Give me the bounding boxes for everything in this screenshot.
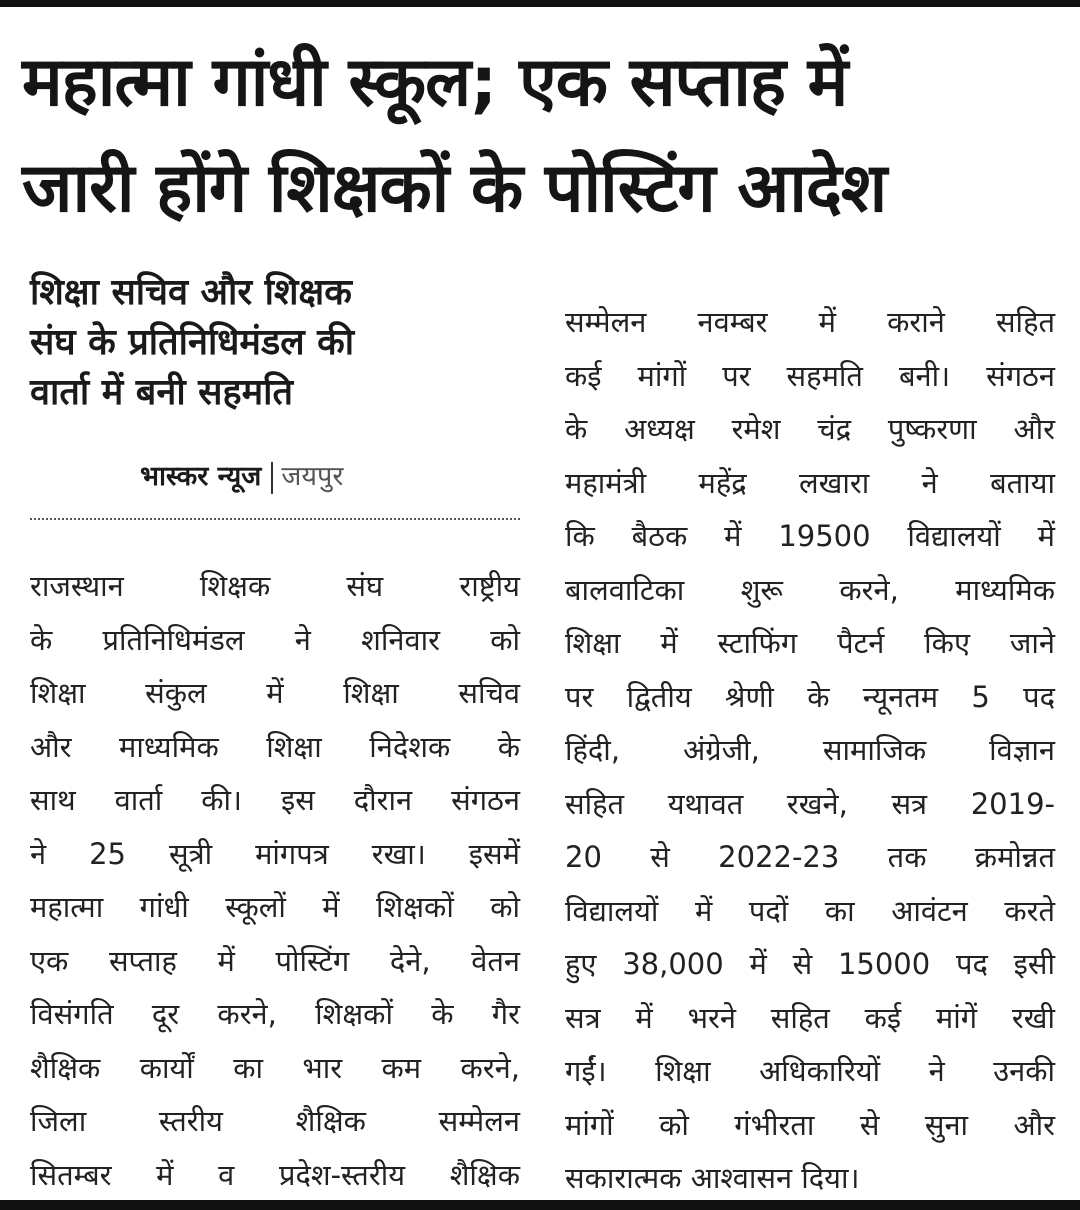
text-line: सम्मेलन नवम्बर में कराने सहित: [565, 305, 1055, 339]
text-line: कि बैठक में 19500 विद्यालयों में: [565, 519, 1055, 553]
text-line: महामंत्री महेंद्र लखारा ने बताया: [565, 465, 1055, 500]
top-border: [0, 0, 1080, 7]
text-line: के अध्यक्ष रमेश चंद्र पुष्करणा और: [565, 412, 1055, 446]
dotted-divider: [30, 518, 520, 520]
text-line: और माध्यमिक शिक्षा निदेशक के: [30, 729, 520, 764]
text-line: सकारात्मक आश्वासन दिया।: [565, 1161, 860, 1195]
text-line: ने 25 सूत्री मांगपत्र रखा। इसमें: [30, 836, 520, 871]
article-column-right: [565, 296, 1055, 1206]
subheadline-line-2: संघ के प्रतिनिधिमंडल की: [30, 322, 355, 363]
text-line: राजस्थान शिक्षक संघ राष्ट्रीय: [30, 569, 520, 603]
text-line: शिक्षा संकुल में शिक्षा सचिव: [30, 676, 520, 710]
text-line: जिला स्तरीय शैक्षिक सम्मेलन: [30, 1104, 520, 1138]
text-line: सहित यथावत रखने, सत्र 2019-: [565, 786, 1055, 821]
text-line: मांगों को गंभीरता से सुना और: [565, 1107, 1055, 1142]
text-line: गईं। शिक्षा अधिकारियों ने उनकी: [565, 1054, 1055, 1088]
text-line: सितम्बर में व प्रदेश-स्तरीय शैक्षिक: [30, 1157, 520, 1192]
text-line: पर द्वितीय श्रेणी के न्यूनतम 5 पद: [565, 679, 1055, 714]
text-line: शिक्षा में स्टाफिंग पैटर्न किए जाने: [565, 626, 1055, 660]
text-line: हुए 38,000 में से 15000 पद इसी: [565, 947, 1055, 981]
text-line: एक सप्ताह में पोस्टिंग देने, वेतन: [30, 943, 520, 978]
subheadline-line-1: शिक्षा सचिव और शिक्षक: [30, 272, 352, 313]
byline-city: जयपुर: [281, 461, 344, 492]
text-line: कई मांगों पर सहमति बनी। संगठन: [565, 358, 1055, 393]
text-line: सत्र में भरने सहित कई मांगें रखी: [565, 1000, 1055, 1035]
text-line: महात्मा गांधी स्कूलों में शिक्षकों को: [30, 890, 520, 924]
headline: [22, 30, 1062, 242]
headline-line-1: महात्मा गांधी स्कूल; एक सप्ताह में: [22, 43, 848, 122]
headline-line-2: जारी होंगे शिक्षकों के पोस्टिंग आदेश: [22, 149, 887, 228]
subheadline-line-3: वार्ता में बनी सहमति: [30, 372, 293, 413]
text-line: के प्रतिनिधिमंडल ने शनिवार को: [30, 622, 520, 657]
text-line: 20 से 2022-23 तक क्रमोन्नत: [565, 840, 1055, 874]
subheadline: [30, 268, 530, 418]
bottom-border: [0, 1200, 1080, 1210]
text-line: विद्यालयों में पदों का आवंटन करते: [565, 893, 1055, 928]
byline: [140, 457, 343, 497]
text-line: विसंगति दूर करने, शिक्षकों के गैर: [30, 997, 520, 1031]
article-column-left: [30, 560, 520, 1202]
text-line: हिंदी, अंग्रेजी, सामाजिक विज्ञान: [565, 733, 1055, 767]
text-line: बालवाटिका शुरू करने, माध्यमिक: [565, 572, 1055, 607]
text-line: शैक्षिक कार्यों का भार कम करने,: [30, 1050, 520, 1085]
byline-separator: [271, 462, 273, 494]
text-line: साथ वार्ता की। इस दौरान संगठन: [30, 783, 520, 817]
byline-agency: भास्कर न्यूज: [140, 461, 262, 492]
